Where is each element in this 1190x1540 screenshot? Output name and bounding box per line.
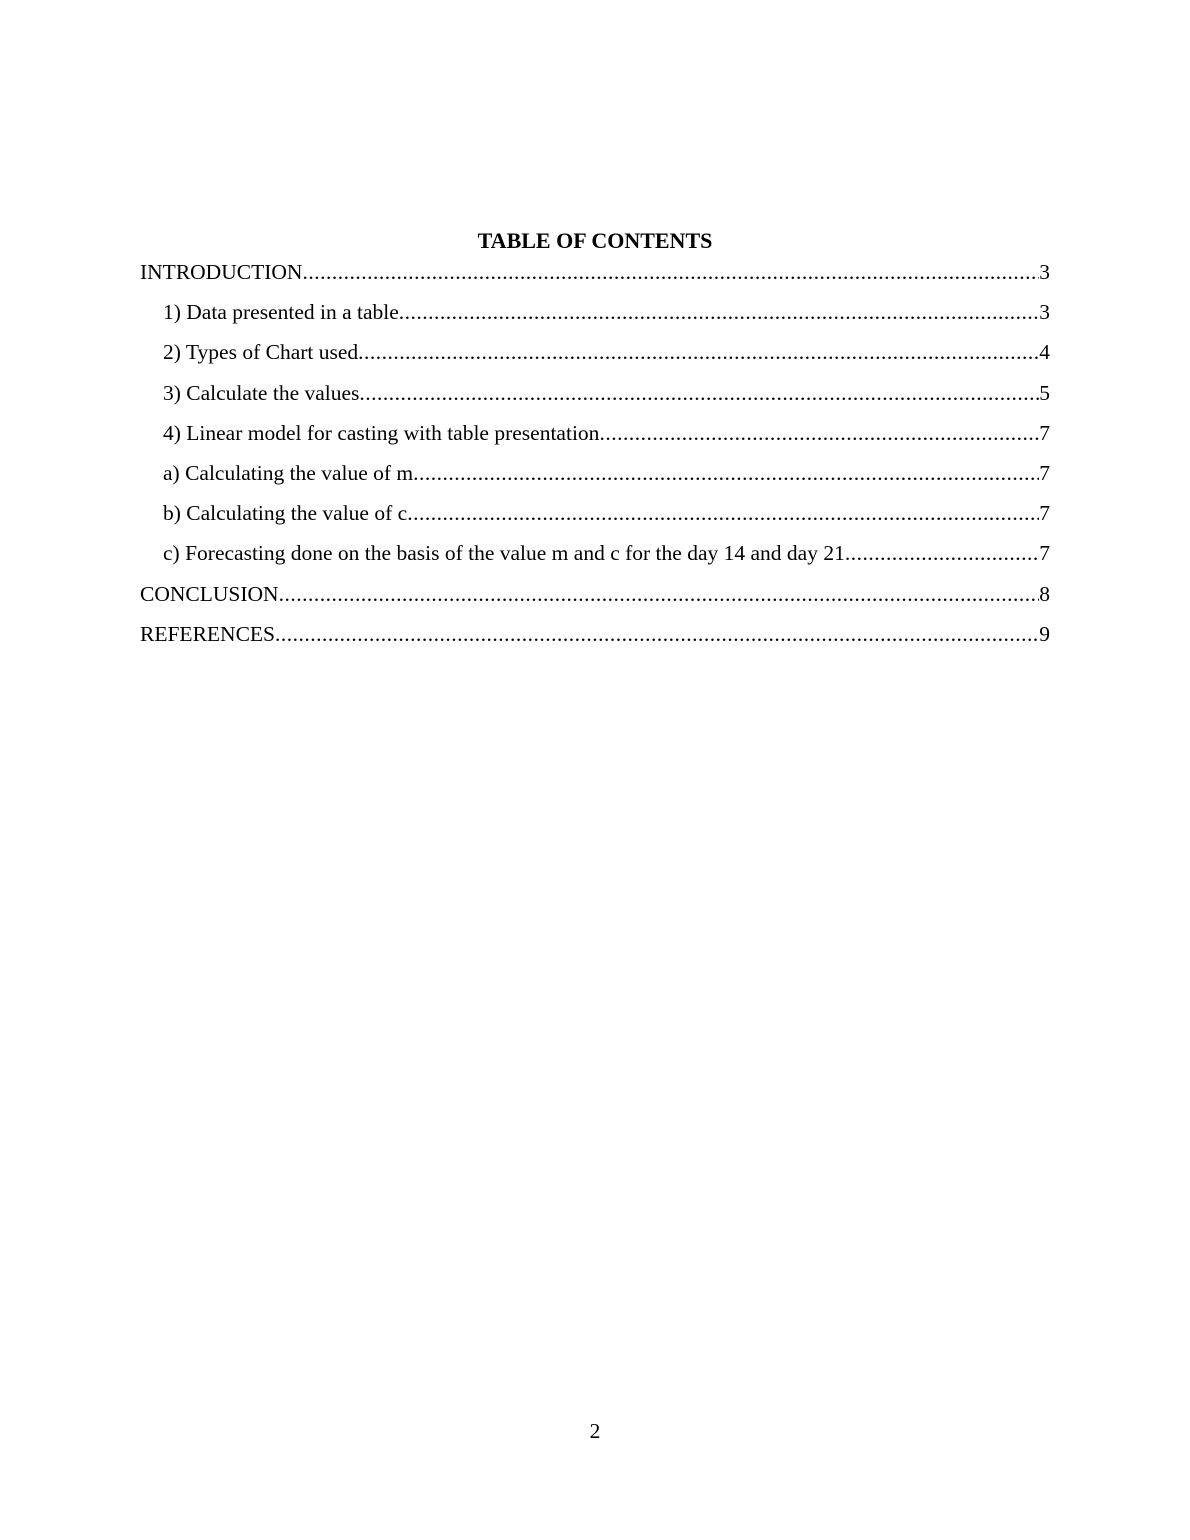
toc-entry-page: 7 (1039, 420, 1050, 445)
toc-title: TABLE OF CONTENTS (477, 228, 713, 253)
toc-entry-page: 4 (1039, 340, 1050, 365)
toc-entry-page: 7 (1039, 541, 1050, 566)
toc-leader-dots (407, 499, 1039, 527)
toc-leader-dots (275, 620, 1039, 648)
toc-leader-dots (359, 379, 1039, 407)
toc-leader-dots (399, 298, 1039, 326)
toc-leader-dots (358, 338, 1039, 366)
toc-entry-page: 8 (1039, 581, 1050, 606)
table-of-contents (140, 258, 1050, 660)
toc-entry-types-of-chart[interactable] (140, 338, 1050, 378)
toc-entry-page: 9 (1039, 621, 1050, 646)
toc-leader-dots (599, 419, 1039, 447)
toc-entry-label: 1) Data presented in a table (163, 300, 399, 325)
toc-entry-introduction[interactable] (140, 258, 1050, 298)
toc-leader-dots (413, 459, 1039, 487)
toc-entry-label: REFERENCES (140, 621, 275, 646)
toc-entry-page: 7 (1039, 460, 1050, 485)
toc-entry-label: b) Calculating the value of c (163, 501, 408, 526)
toc-entry-page: 7 (1039, 501, 1050, 526)
toc-entry-page: 5 (1039, 380, 1050, 405)
toc-entry-label: a) Calculating the value of m (163, 460, 414, 485)
toc-entry-label: 3) Calculate the values (163, 380, 360, 405)
toc-entry-page: 3 (1039, 260, 1050, 284)
toc-entry-label: INTRODUCTION (140, 260, 303, 284)
toc-entry-page: 3 (1039, 300, 1050, 325)
toc-entry-forecasting[interactable] (140, 539, 1050, 579)
toc-entry-references[interactable] (140, 620, 1050, 660)
toc-entry-label: 4) Linear model for casting with table presentation (163, 420, 600, 445)
toc-leader-dots (279, 580, 1040, 608)
toc-entry-conclusion[interactable] (140, 580, 1050, 620)
toc-entry-data-presented[interactable] (140, 298, 1050, 338)
toc-entry-calculate-values[interactable] (140, 379, 1050, 419)
page-number: 2 (589, 1419, 601, 1443)
toc-entry-label: c) Forecasting done on the basis of the value m and c for the day 14 and day 21 (163, 541, 845, 566)
toc-entry-label: 2) Types of Chart used (163, 340, 359, 365)
toc-entry-label: CONCLUSION (140, 581, 279, 606)
toc-entry-linear-model[interactable] (140, 419, 1050, 459)
toc-leader-dots (302, 258, 1039, 286)
toc-entry-value-of-c[interactable] (140, 499, 1050, 539)
toc-leader-dots (845, 539, 1039, 567)
toc-entry-value-of-m[interactable] (140, 459, 1050, 499)
